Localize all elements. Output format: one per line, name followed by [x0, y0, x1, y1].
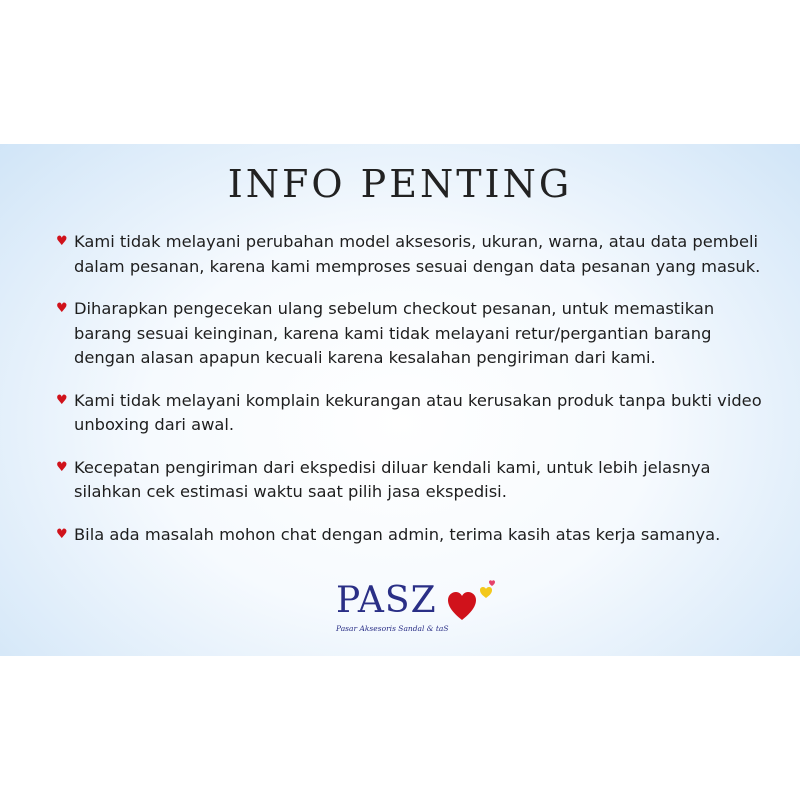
info-list [56, 230, 772, 565]
logo-wordmark: PASZ [336, 580, 437, 621]
list-item [56, 523, 772, 548]
list-item-text: Kami tidak melayani perubahan model aksesoris, ukuran, warna, atau data pembeli dalam pesanan, karena kami memproses sesuai dengan data pesanan yang masuk. [74, 232, 761, 276]
list-item-text: Diharapkan pengecekan ulang sebelum checkout pesanan, untuk memastikan barang sesuai keinginan, karena kami tidak melayani retur/pergantian barang dengan alasan apapun kecuali karena kesalahan pengiriman dari kami. [74, 299, 715, 367]
logo-hearts-icon [448, 576, 508, 626]
list-item-text: Bila ada masalah mohon chat dengan admin, terima kasih atas kerja samanya. [74, 524, 721, 544]
heart-icon: ♥ [56, 526, 68, 542]
list-item [56, 297, 772, 371]
heart-icon: ♥ [56, 459, 68, 475]
heart-icon: ♥ [56, 234, 68, 249]
list-item-text: Kecepatan pengiriman dari ekspedisi diluar kendali kami, untuk lebih jelasnya silahkan cek estimasi waktu saat pilih jasa ekspedisi. [74, 457, 711, 501]
list-item-text: Kami tidak melayani komplain kekurangan atau kerusakan produk tanpa bukti video unboxing dari awal. [74, 390, 762, 434]
brand-logo [336, 576, 506, 646]
list-item [56, 456, 772, 505]
logo-tagline: Pasar Aksesoris Sandal & taS [336, 624, 449, 633]
page-title: INFO PENTING [227, 162, 573, 206]
info-card [0, 144, 800, 656]
list-item [56, 389, 772, 438]
heart-icon: ♥ [56, 301, 68, 316]
list-item [56, 230, 772, 279]
heart-icon: ♥ [56, 392, 68, 408]
